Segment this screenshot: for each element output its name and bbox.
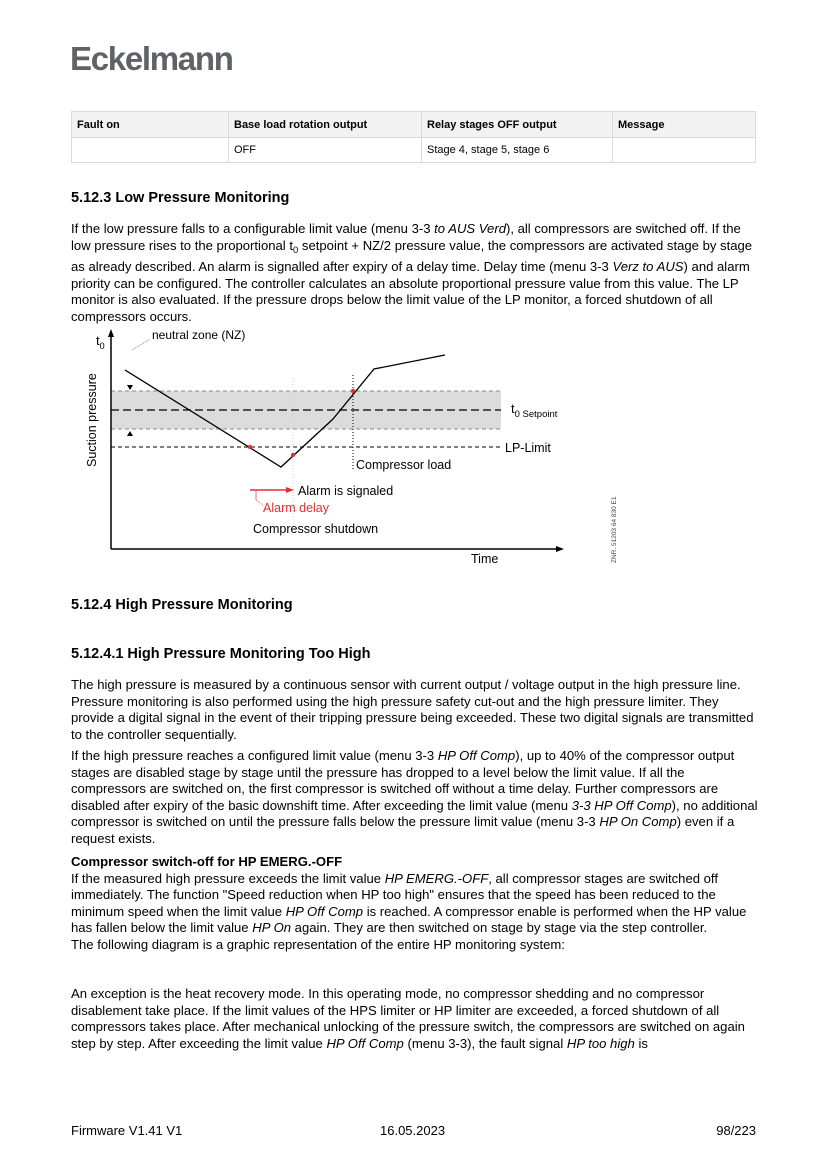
section-heading-5-12-4-1: 5.12.4.1 High Pressure Monitoring Too High: [71, 646, 371, 662]
neutral-zone-label: neutral zone (NZ): [152, 328, 246, 342]
footer-date: 16.05.2023: [380, 1123, 446, 1138]
section-heading-5-12-4: 5.12.4 High Pressure Monitoring: [71, 597, 293, 613]
footer-page-number: 98/223: [716, 1123, 756, 1138]
column-header: Base load rotation output: [229, 112, 422, 138]
table-row: [72, 138, 756, 163]
x-axis-label: Time: [471, 552, 499, 566]
compressor-load-label: Compressor load: [356, 458, 452, 472]
hp-limit-paragraph: If the high pressure reaches a configured limit value (menu 3-3 HP Off Comp), up to 40% of the compressor output stages are disabled stage by stage until the pressure has dropped to a level below the limit value. If all the compressors are switched on, the first compressor is switched off without a time delay. Further compressors are disabled after expiry of the basic downshift time. After exceeding the limit value (menu 3-3 HP Off Comp), no additional compressor is switched on until the pressure falls below the pressure limit value (menu 3-3 HP On Comp) even if a request exists.: [71, 748, 758, 846]
setpoint-label: $t_{0 Setpoint}$: [511, 401, 558, 420]
table-cell: [613, 138, 756, 163]
table-cell: [72, 138, 229, 163]
heat-recovery-paragraph: An exception is the heat recovery mode. In this operating mode, no compressor shedding and no compressor disablement take place. If the limit values of the HPS limiter or HP limiter are exceeded, a forced shutdown of all compressors takes place. After mechanical unlocking of the pressure switch, the compressors are switched on again step by step. After exceeding the limit value HP Off Comp (menu 3-3), the fault signal HP too high is: [71, 986, 745, 1051]
compressor-shutdown-label: Compressor shutdown: [253, 522, 379, 536]
section-heading-5-12-3: 5.12.3 Low Pressure Monitoring: [71, 190, 290, 206]
column-header: Relay stages OFF output: [422, 112, 613, 138]
fault-table: [71, 111, 756, 163]
company-logo: Eckelmann: [70, 40, 233, 77]
emerg-off-subheading: Compressor switch-off for HP EMERG.-OFF: [71, 854, 343, 869]
low-pressure-chart: [80, 325, 640, 575]
alarm-delay-label: Alarm delay: [263, 501, 329, 515]
lp-limit-label: LP-Limit: [505, 441, 551, 455]
column-header: Fault on: [72, 112, 229, 138]
table-cell: Stage 4, stage 5, stage 6: [422, 138, 613, 163]
hp-sensor-paragraph: The high pressure is measured by a continuous sensor with current output / voltage output in the high pressure line. Pressure monitoring is also performed using the high pressure safety cut-out and the high pressure limiter. They provide a digital signal in the event of their tripping pressure being exceeded. These two digital signals are transmitted to the controller sequentially.: [71, 677, 754, 742]
y-axis-top-label: $t_0$: [96, 333, 105, 351]
low-pressure-diagram: [80, 325, 640, 575]
alarm-signaled-label: Alarm is signaled: [298, 484, 394, 498]
lp-monitoring-paragraph: If the low pressure falls to a configurable limit value (menu 3-3 to AUS Verd), all compressors are switched off. If the low pressure rises to the proportional $t_0$ setpoint + NZ/2 pressure value, the compressors are activated stage by stage as already described. An alarm is signalled after expiry of a delay time. Delay time (menu 3-3 Verz to AUS) and alarm priority can be configured. The controller calculates an absolute proportional pressure value from this value. The LP monitor is also evaluated. If the pressure drops below the limit value of the LP monitor, a forced shutdown of all compressors occurs.: [71, 221, 753, 324]
footer-firmware: Firmware V1.41 V1: [71, 1123, 183, 1138]
drawing-reference-code: ZNR. 51203 64 830 E1: [611, 496, 618, 563]
y-axis-label: Suction pressure: [85, 373, 99, 467]
hp-emerg-off-paragraph: Compressor switch-off for HP EMERG.-OFF If the measured high pressure exceeds the limit value HP EMERG.-OFF, all compressor stages are switched off immediately. The function "Speed reduction when HP too high" ensures that the speed has been reduced to the minimum speed when the limit value HP Off Comp is reached. A compressor enable is performed when the HP value has fallen below the limit value HP On again. They are then switched on stage by stage via the step controller. The following diagram is a graphic representation of the entire HP monitoring system:: [71, 854, 747, 952]
table-cell: OFF: [229, 138, 422, 163]
column-header: Message: [613, 112, 756, 138]
table-header-row: [72, 112, 756, 138]
